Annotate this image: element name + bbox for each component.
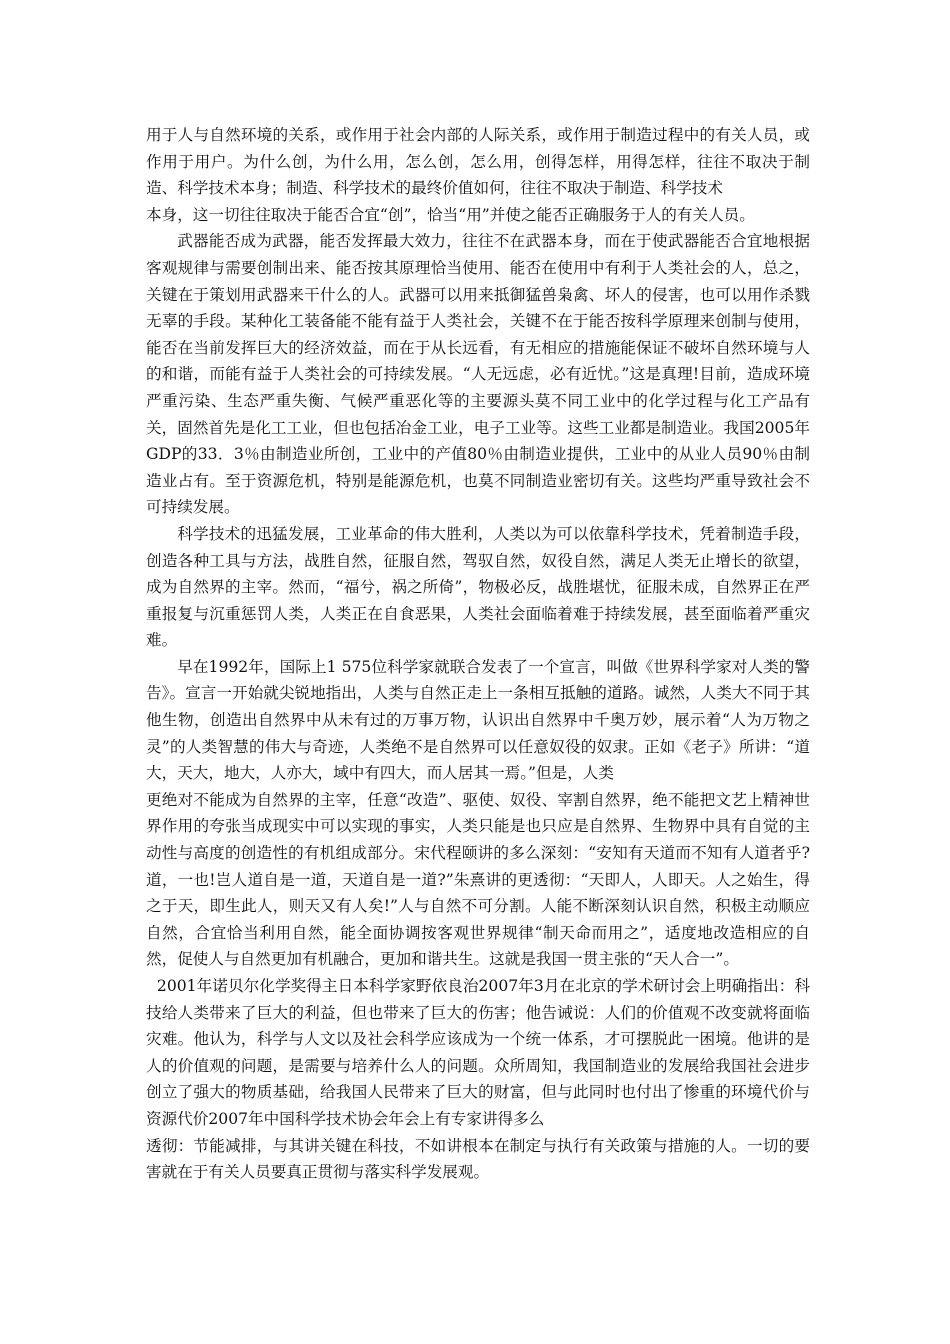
paragraph-6: 更绝对不能成为自然界的主宰，任意“改造”、驱使、奴役、宰割自然界，绝不能把文艺上精神世界作用的夸张当成现实中可以实现的事实，人类只能是也只应是自然界、生物界中具有自觉的主动性与高度的创造性的有机组成部分。宋代程颐讲的多么深刻：“安知有天道而不知有人道者乎?道，一也!岂人道自是一道，天道自是一道?”朱熹讲的更透彻：“天即人，人即天。人之始生，得之于天，即生此人，则天又有人矣!”人与自然不可分割。人能不断深刻认识自然，积极主动顺应自然，合宜恰当利用自然，能全面协调按客观世界规律“制天命而用之”，适度地改造相应的自然，促使人与自然更加有机融合，更加和谐共生。这就是我国一贯主张的“天人合一”。: [146, 790, 810, 969]
paragraph-5: 早在1992年，国际上1 575位科学家就联合发表了一个宣言，叫做《世界科学家对人类的警告》。宣言一开始就尖锐地指出，人类与自然正走上一条相互抵触的道路。诚然，人类大不同于其他生物，创造出自然界中从未有过的万事万物，认识出自然界中千奥万妙，展示着“人为万物之灵”的人类智慧的伟大与奇迹，人类绝不是自然界可以任意奴役的奴隶。正如《老子》所讲：“道大，天大，地大，人亦大，域中有四大，而人居其一焉。”但是，人类: [146, 657, 810, 783]
paragraph-2: 本身，这一切往往取决于能否合宜“创”，恰当“用”并使之能否正确服务于人的有关人员。: [146, 205, 755, 224]
document-body: [146, 122, 810, 1186]
paragraph-4: 科学技术的迅猛发展，工业革命的伟大胜利，人类以为可以依靠科学技术，凭着制造手段，创造各种工具与方法，战胜自然，征服自然，驾驭自然，奴役自然，满足人类无止增长的欲望，成为自然界的主宰。然而，“福兮，祸之所倚”，物极必反，战胜堪忧，征服未成，自然界正在严重报复与沉重惩罚人类，人类正在自食恶果，人类社会面临着难于持续发展，甚至面临着严重灾难。: [146, 524, 810, 650]
paragraph-8: 透彻：节能减排，与其讲关键在科技，不如讲根本在制定与执行有关政策与措施的人。一切的要害就在于有关人员要真正贯彻与落实科学发展观。: [146, 1136, 810, 1182]
paragraph-1: 用于人与自然环境的关系，或作用于社会内部的人际关系，或作用于制造过程中的有关人员，或作用于用户。为什么创，为什么用，怎么创，怎么用，创得怎样，用得怎样，往往不取决于制造、科学技术本身；制造、科学技术的最终价值如何，往往不取决于制造、科学技术: [146, 126, 810, 198]
paragraph-3: 武器能否成为武器，能否发挥最大效力，往往不在武器本身，而在于使武器能否合宜地根据客观规律与需要创制出来、能否按其原理恰当使用、能否在使用中有利于人类社会的人，总之，关键在于策划用武器来干什么的人。武器可以用来抵御猛兽枭禽、坏人的侵害，也可以用作杀戮无辜的手段。某种化工装备能不能有益于人类社会，关键不在于能否按科学原理来创制与使用，能否在当前发挥巨大的经济效益，而在于从长远看，有无相应的措施能保证不破坏自然环境与人的和谐，而能有益于人类社会的可持续发展。“人无远虑，必有近忧。”这是真理!目前，造成环境严重污染、生态严重失衡、气候严重恶化等的主要源头莫不同工业中的化学过程与化工产品有关，固然首先是化工工业，但也包括冶金工业，电子工业等。这些工业都是制造业。我国2005年GDP的33．3％由制造业所创，工业中的产值80％由制造业提供，工业中的从业人员90％由制造业占有。至于资源危机，特别是能源危机，也莫不同制造业密切有关。这些均严重导致社会不可持续发展。: [146, 232, 810, 517]
paragraph-7: 2001年诺贝尔化学奖得主日本科学家野依良治2007年3月在北京的学术研讨会上明确指出：科技给人类带来了巨大的利益，但也带来了巨大的伤害；他告诫说：人们的价值观不改变就将面临灾难。他认为，科学与人文以及社会科学应该成为一个统一体系，才可摆脱此一困境。他讲的是人的价值观的问题，是需要与培养什么人的问题。众所周知，我国制造业的发展给我国社会进步创立了强大的物质基础，给我国人民带来了巨大的财富，但与此同时也付出了惨重的环境代价与资源代价2007年中国科学技术协会年会上有专家讲得多么: [146, 977, 810, 1128]
